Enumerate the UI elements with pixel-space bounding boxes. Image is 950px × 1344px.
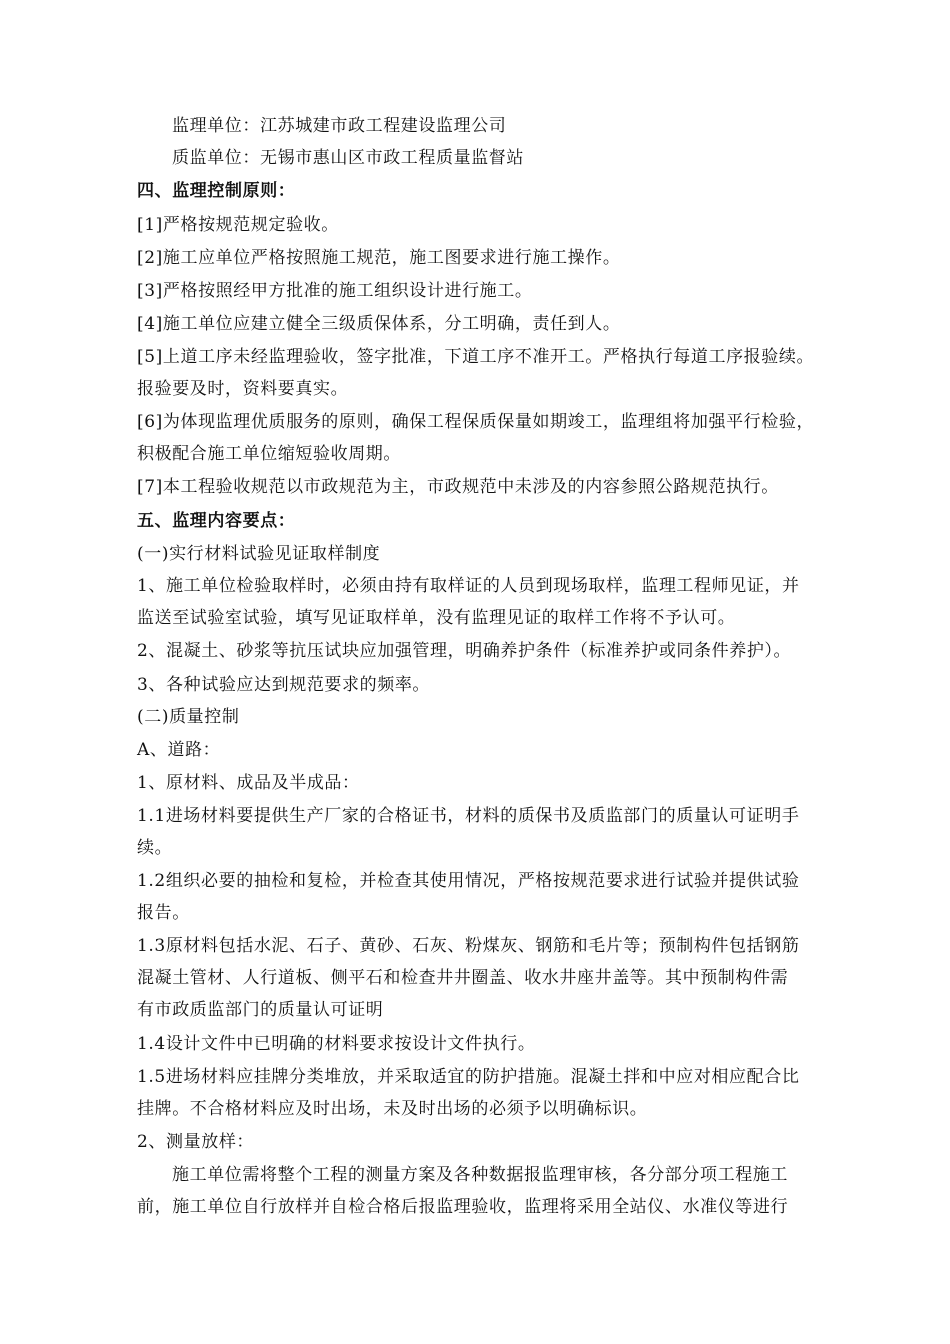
item-1-2: 1.2组织必要的抽检和复检，并检查其使用情况，严格按规范要求进行试验并提供试验 <box>137 871 800 891</box>
principle-6-cont: 积极配合施工单位缩短验收周期。 <box>137 444 401 464</box>
road-heading: A、道路： <box>137 740 221 760</box>
item-1-3-cont: 混凝土管材、人行道板、侧平石和检查井井圈盖、收水井座井盖等。其中预制构件需 <box>137 968 789 988</box>
survey-heading: 2、测量放样： <box>137 1132 255 1152</box>
item-2: 2、混凝土、砂浆等抗压试块应加强管理，明确养护条件（标准养护或同条件养护）。 <box>137 641 792 661</box>
item-1-4: 1.4设计文件中已明确的材料要求按设计文件执行。 <box>137 1034 536 1054</box>
item-1: 1、施工单位检验取样时，必须由持有取样证的人员到现场取样，监理工程师见证，并 <box>137 576 800 596</box>
principle-3: [3]严格按照经甲方批准的施工组织设计进行施工。 <box>137 281 533 301</box>
subsection-1: (一)实行材料试验见证取样制度 <box>137 544 381 564</box>
principle-7: [7]本工程验收规范以市政规范为主，市政规范中未涉及的内容参照公路规范执行。 <box>137 477 779 497</box>
item-1-2-cont: 报告。 <box>137 903 190 923</box>
section-heading-4: 四、监理控制原则： <box>137 181 296 201</box>
principle-5-cont: 报验要及时，资料要真实。 <box>137 379 349 399</box>
survey-paragraph-cont: 前，施工单位自行放样并自检合格后报监理验收，监理将采用全站仪、水准仪等进行 <box>137 1197 789 1217</box>
principle-4: [4]施工单位应建立健全三级质保体系，分工明确，责任到人。 <box>137 314 621 334</box>
section-heading-5: 五、监理内容要点： <box>137 511 296 531</box>
principle-1: [1]严格按规范规定验收。 <box>137 215 339 235</box>
principle-6: [6]为体现监理优质服务的原则，确保工程保质保量如期竣工，监理组将加强平行检验， <box>137 412 815 432</box>
quality-unit-line: 质监单位：无锡市惠山区市政工程质量监督站 <box>172 148 524 168</box>
materials-heading: 1、原材料、成品及半成品： <box>137 773 360 793</box>
item-1-1-cont: 续。 <box>137 838 173 858</box>
subsection-2: (二)质量控制 <box>137 707 240 727</box>
item-1-3: 1.3原材料包括水泥、石子、黄砂、石灰、粉煤灰、钢筋和毛片等；预制构件包括钢筋 <box>137 936 800 956</box>
survey-paragraph: 施工单位需将整个工程的测量方案及各种数据报监理审核，各分部分项工程施工 <box>172 1165 788 1185</box>
item-1-cont: 监送至试验室试验，填写见证取样单，没有监理见证的取样工作将不予认可。 <box>137 608 736 628</box>
principle-2: [2]施工应单位严格按照施工规范，施工图要求进行施工操作。 <box>137 248 621 268</box>
item-1-5: 1.5进场材料应挂牌分类堆放，并采取适宜的防护措施。混凝土拌和中应对相应配合比 <box>137 1067 800 1087</box>
item-1-5-cont: 挂牌。不合格材料应及时出场，未及时出场的必须予以明确标识。 <box>137 1099 648 1119</box>
item-1-3-cont2: 有市政质监部门的质量认可证明 <box>137 1000 384 1020</box>
item-3: 3、各种试验应达到规范要求的频率。 <box>137 675 431 695</box>
item-1-1: 1.1进场材料要提供生产厂家的合格证书，材料的质保书及质监部门的质量认可证明手 <box>137 806 800 826</box>
principle-5: [5]上道工序未经监理验收，签字批准，下道工序不准开工。严格执行每道工序报验续。 <box>137 347 815 367</box>
supervision-unit-line: 监理单位：江苏城建市政工程建设监理公司 <box>172 116 507 136</box>
